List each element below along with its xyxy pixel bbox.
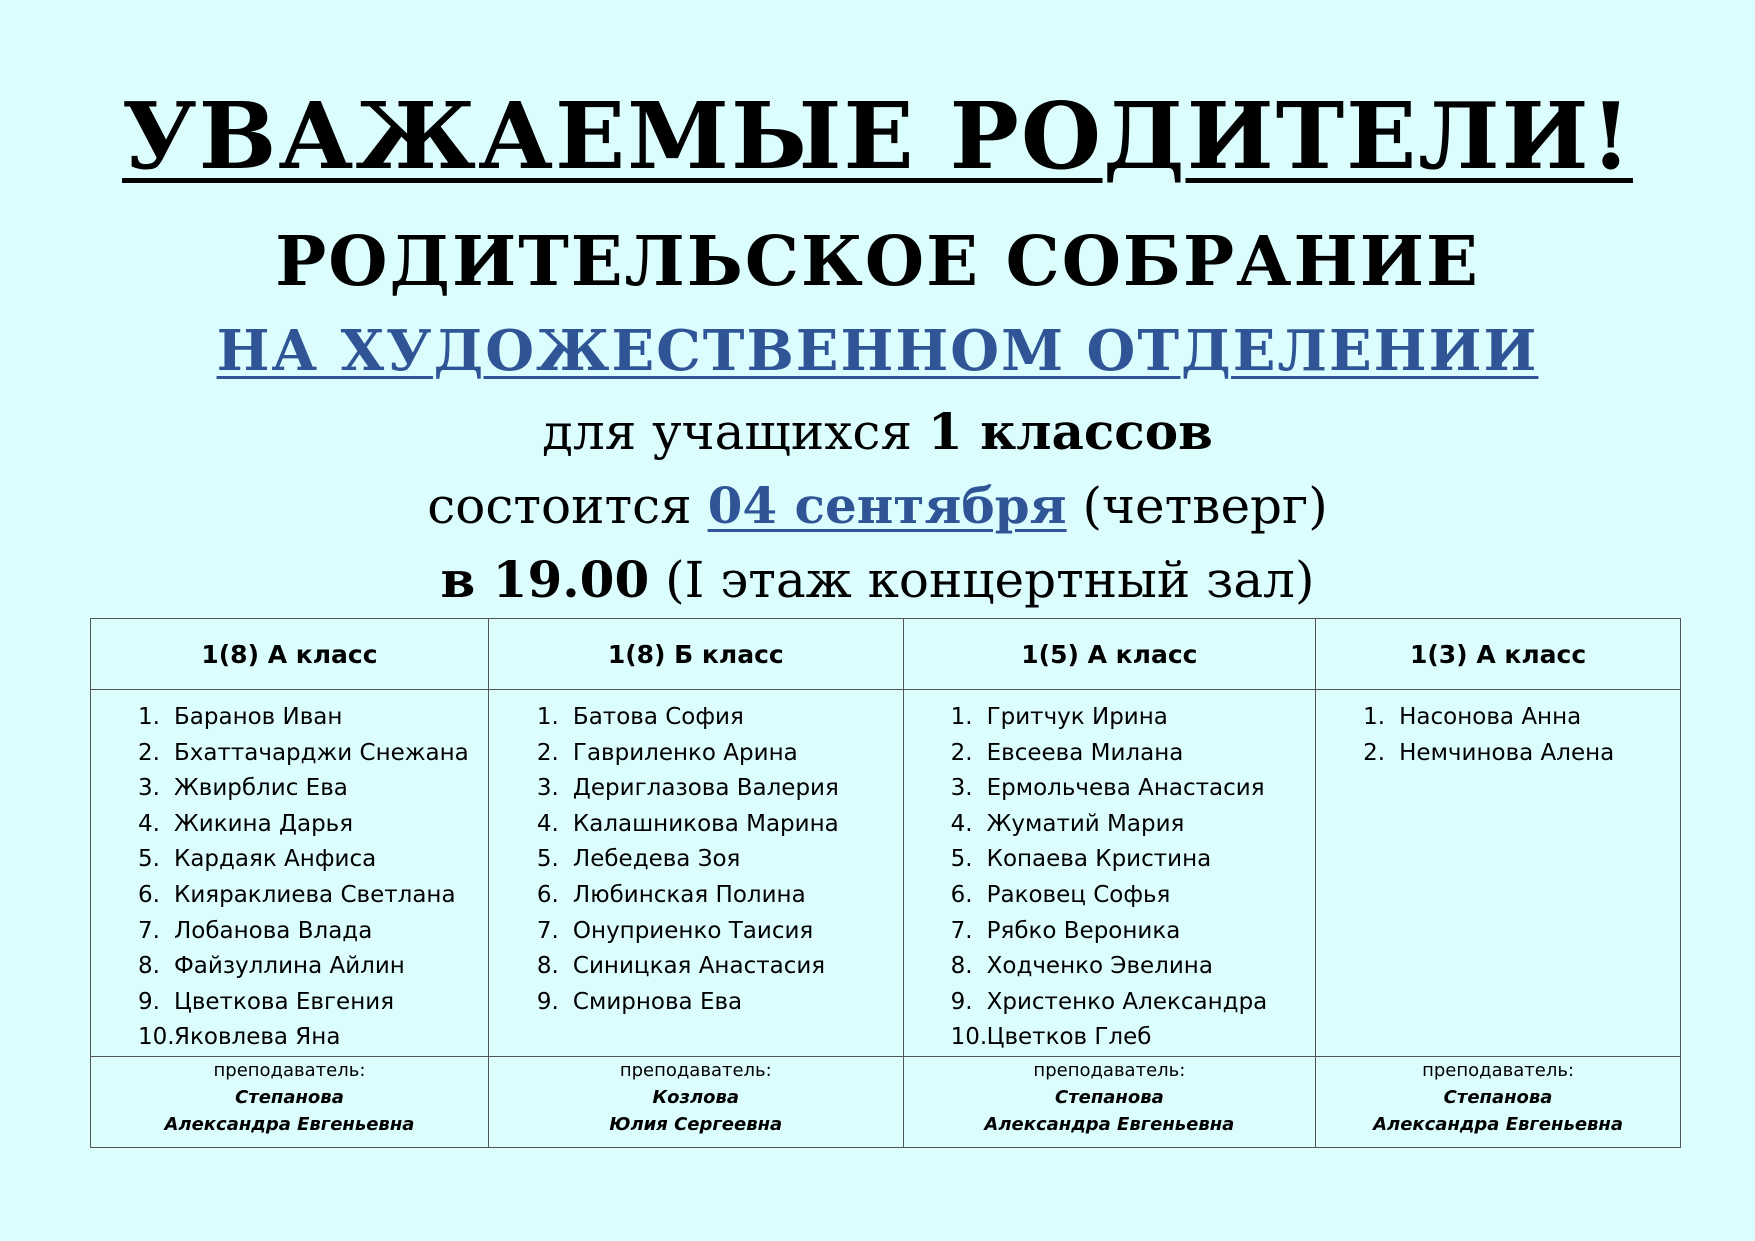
students-row <box>91 690 1681 1057</box>
list-item-number: 4. <box>138 810 160 837</box>
teacher-cell <box>1316 1057 1681 1148</box>
teacher-label: преподаватель: <box>1033 1060 1186 1081</box>
teacher-name: Юлия Сергеевна <box>609 1114 783 1135</box>
student-name: Файзуллина Айлин <box>174 953 405 980</box>
list-item-number: 9. <box>950 988 973 1015</box>
student-name: Калашникова Марина <box>572 810 839 837</box>
student-name: Бхаттачарджи Снежана <box>174 739 469 766</box>
list-item-number: 8. <box>950 953 973 980</box>
student-name: Раковец Софья <box>986 881 1171 908</box>
meeting-time: в 19.00 <box>440 550 650 609</box>
list-item-number: 8. <box>536 953 559 980</box>
list-item-number: 1. <box>536 704 559 730</box>
list-item-number: 1. <box>1363 704 1386 730</box>
list-item <box>951 878 1316 914</box>
teacher-label: преподаватель: <box>1422 1060 1575 1081</box>
class-header: 1(8) Б класс <box>488 619 903 690</box>
meeting-date: 04 сентября <box>707 476 1067 535</box>
list-item <box>537 771 903 807</box>
student-name: Ермольчева Анастасия <box>986 775 1265 802</box>
list-item <box>138 878 488 914</box>
student-list <box>904 690 1316 1056</box>
student-name: Дериглазова Валерия <box>572 775 839 802</box>
student-name: Цветкова Евгения <box>174 988 395 1015</box>
teacher-name: Александра Евгеньевна <box>164 1114 415 1135</box>
list-item <box>951 949 1316 985</box>
student-name: Жвирблис Ева <box>174 775 348 802</box>
teacher-cell <box>903 1057 1316 1148</box>
list-item <box>951 914 1316 950</box>
list-item <box>537 914 903 950</box>
student-name: Цветков Глеб <box>986 1024 1152 1051</box>
teacher-surname: Степанова <box>1054 1087 1164 1108</box>
list-item <box>951 1020 1316 1056</box>
list-item <box>951 736 1316 772</box>
list-item <box>138 736 488 772</box>
student-name: Рябко Вероника <box>986 917 1181 944</box>
audience-line <box>0 402 1755 461</box>
list-item-number: 8. <box>138 953 160 980</box>
classes-header-row <box>91 619 1681 690</box>
page-title: УВАЖАЕМЫЕ РОДИТЕЛИ! <box>122 82 1633 190</box>
students-cell <box>488 690 903 1057</box>
list-item <box>138 807 488 843</box>
audience-prefix: для учащихся <box>542 403 912 461</box>
student-name: Кияраклиева Светлана <box>174 881 456 908</box>
list-item <box>951 771 1316 807</box>
teacher-cell <box>488 1057 903 1148</box>
list-item <box>138 771 488 807</box>
list-item-number: 1. <box>138 704 160 730</box>
list-item-number: 4. <box>950 810 973 837</box>
student-name: Жуматий Мария <box>986 810 1185 837</box>
list-item-number: 2. <box>950 739 973 766</box>
teacher-surname: Степанова <box>235 1087 344 1108</box>
classes-table <box>90 618 1681 1148</box>
list-item <box>138 1020 488 1056</box>
list-item-number: 5. <box>536 846 559 873</box>
teacher-cell <box>91 1057 489 1148</box>
list-item-number: 5. <box>138 846 160 873</box>
list-item-number: 9. <box>138 988 160 1015</box>
student-list <box>91 690 488 1056</box>
list-item <box>537 878 903 914</box>
list-item-number: 7. <box>950 917 973 944</box>
list-item-number: 3. <box>950 775 973 802</box>
teacher-name: Александра Евгеньевна <box>984 1114 1235 1135</box>
list-item <box>537 842 903 878</box>
list-item-number: 7. <box>138 917 160 944</box>
student-name: Синицкая Анастасия <box>572 953 826 980</box>
list-item <box>537 700 903 736</box>
list-item-number: 2. <box>536 739 559 766</box>
students-cell <box>1316 690 1681 1057</box>
student-name: Гритчук Ирина <box>986 704 1168 730</box>
department-wrap <box>0 318 1755 384</box>
page-title-wrap <box>0 82 1755 190</box>
teacher-name: Александра Евгеньевна <box>1373 1114 1624 1135</box>
teacher-surname: Степанова <box>1443 1087 1553 1108</box>
student-name: Лебедева Зоя <box>572 846 741 873</box>
department-heading: НА ХУДОЖЕСТВЕННОМ ОТДЕЛЕНИИ <box>216 318 1539 384</box>
list-item <box>951 842 1316 878</box>
student-name: Христенко Александра <box>986 988 1268 1015</box>
list-item-number: 1. <box>950 704 973 730</box>
class-header: 1(8) А класс <box>91 619 489 690</box>
list-item <box>951 985 1316 1021</box>
student-name: Гавриленко Арина <box>572 739 798 766</box>
time-line <box>0 550 1755 609</box>
class-header: 1(5) А класс <box>903 619 1316 690</box>
students-cell <box>91 690 489 1057</box>
meeting-place: (I этаж концертный зал) <box>665 551 1315 609</box>
list-item <box>951 700 1316 736</box>
list-item-number: 2. <box>138 739 160 766</box>
student-name: Жикина Дарья <box>174 810 354 837</box>
list-item <box>537 736 903 772</box>
student-name: Немчинова Алена <box>1399 739 1615 766</box>
teacher-label: преподаватель: <box>213 1060 366 1081</box>
list-item <box>537 985 903 1021</box>
list-item-number: 6. <box>138 881 160 908</box>
student-list <box>1316 690 1680 771</box>
list-item <box>138 949 488 985</box>
student-name: Копаева Кристина <box>986 846 1212 873</box>
students-cell <box>903 690 1316 1057</box>
class-header: 1(3) А класс <box>1316 619 1681 690</box>
teacher-label: преподаватель: <box>619 1060 772 1081</box>
teacher-surname: Козлова <box>652 1087 740 1108</box>
list-item-number: 10. <box>138 1024 175 1051</box>
list-item-number: 3. <box>138 775 160 802</box>
list-item <box>537 807 903 843</box>
list-item <box>138 914 488 950</box>
student-name: Евсеева Милана <box>986 739 1184 766</box>
student-name: Ходченко Эвелина <box>986 953 1213 980</box>
list-item <box>138 842 488 878</box>
student-name: Насонова Анна <box>1399 704 1582 730</box>
list-item-number: 5. <box>950 846 973 873</box>
list-item-number: 4. <box>536 810 559 837</box>
list-item-number: 3. <box>536 775 559 802</box>
list-item-number: 7. <box>536 917 559 944</box>
student-name: Онуприенко Таисия <box>572 917 814 944</box>
student-name: Кардаяк Анфиса <box>174 846 377 873</box>
student-name: Смирнова Ева <box>572 988 743 1015</box>
list-item-number: 6. <box>950 881 973 908</box>
meeting-weekday: (четверг) <box>1082 477 1328 535</box>
student-name: Любинская Полина <box>572 881 806 908</box>
list-item <box>138 700 488 736</box>
list-item <box>537 949 903 985</box>
list-item <box>138 985 488 1021</box>
list-item <box>1363 736 1680 772</box>
date-prefix: состоится <box>427 477 692 535</box>
list-item-number: 2. <box>1363 739 1386 766</box>
list-item <box>951 807 1316 843</box>
student-name: Батова София <box>572 704 744 730</box>
teachers-row <box>91 1057 1681 1148</box>
student-name: Яковлева Яна <box>174 1024 341 1051</box>
date-line <box>0 476 1755 535</box>
list-item-number: 9. <box>536 988 559 1015</box>
meeting-subtitle: РОДИТЕЛЬСКОЕ СОБРАНИЕ <box>275 222 1480 302</box>
list-item-number: 6. <box>536 881 559 908</box>
audience-classes: 1 классов <box>927 402 1213 461</box>
student-name: Баранов Иван <box>174 704 343 730</box>
student-name: Лобанова Влада <box>174 917 373 944</box>
list-item-number: 10. <box>950 1024 988 1051</box>
list-item <box>1363 700 1680 736</box>
student-list <box>489 690 903 1020</box>
